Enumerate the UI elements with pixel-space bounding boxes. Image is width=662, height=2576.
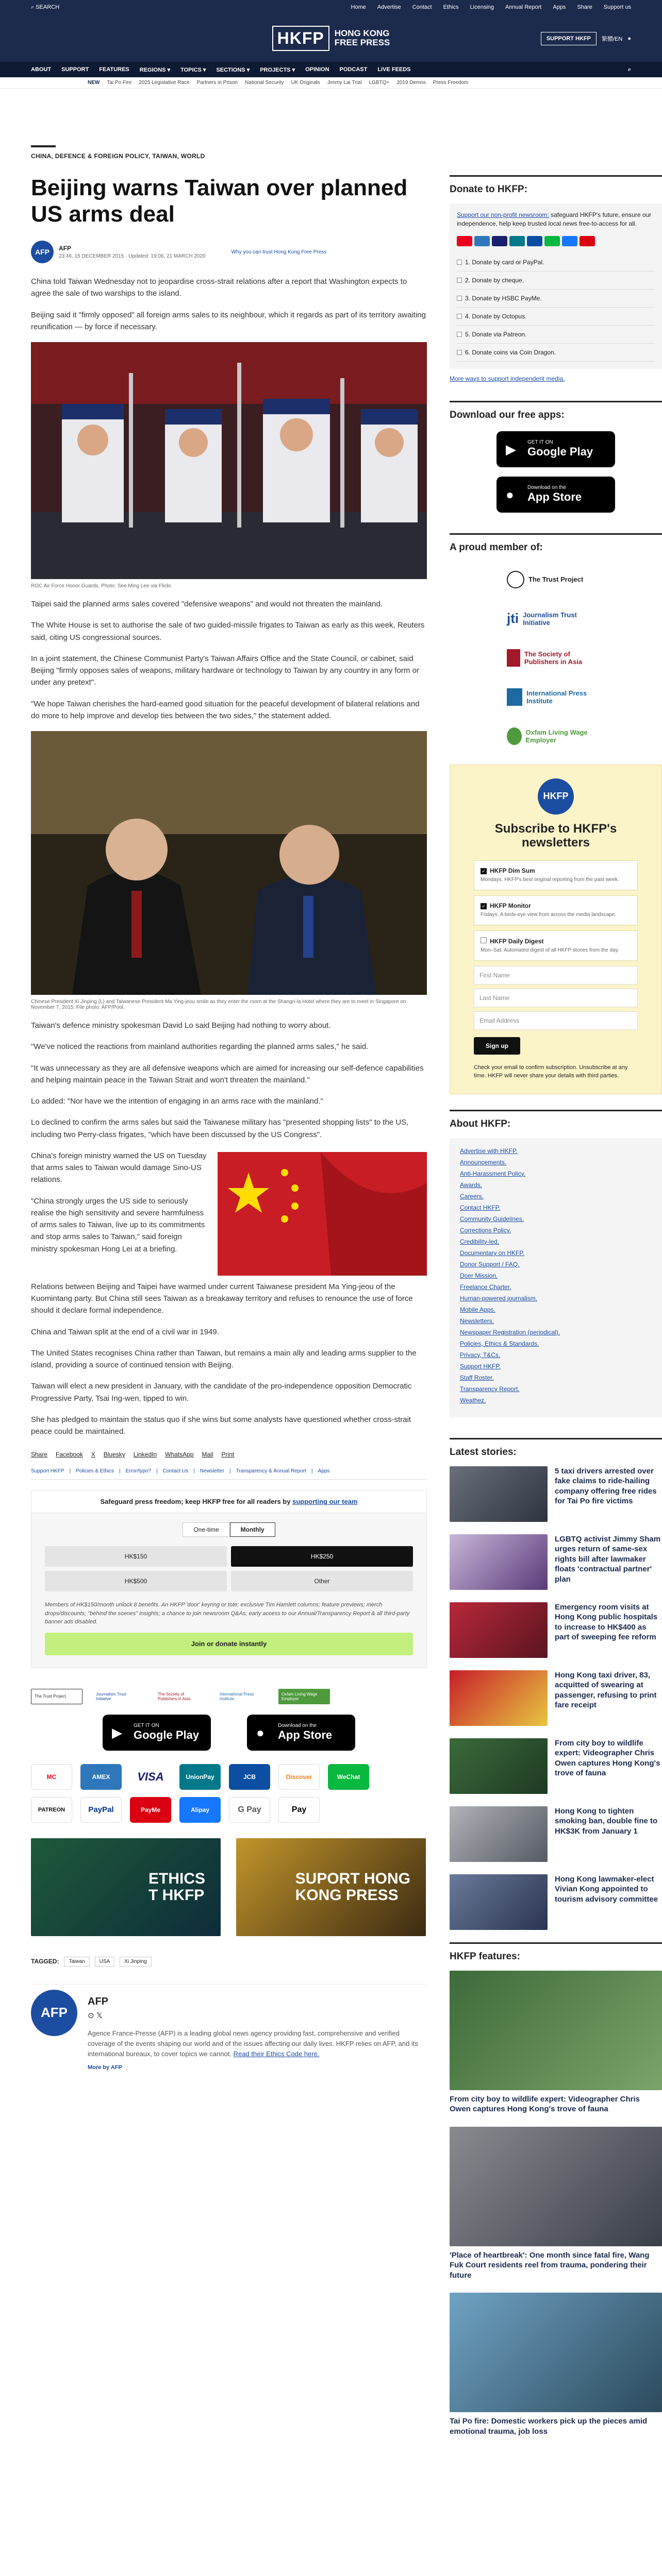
article-categories[interactable]: CHINA, DEFENCE & FOREIGN POLICY, TAIWAN, WORLD (31, 152, 205, 160)
about-link[interactable]: Contact HKFP. (460, 1204, 501, 1211)
ipi-logo[interactable]: International Press Institute (220, 1691, 254, 1701)
support-promo[interactable] (236, 1838, 426, 1936)
paragraph: China told Taiwan Wednesday not to jeopardise cross-strait relations after a report that Washington expects to agree the sale of two warships to the island. (31, 277, 407, 298)
about-link[interactable]: Mobile Apps. (460, 1306, 495, 1313)
nav-about[interactable]: ABOUT (31, 66, 52, 73)
topbar-apps[interactable]: Apps (553, 4, 566, 10)
trending-item[interactable]: UK Originals (291, 80, 320, 86)
visa-icon: VISA (130, 1764, 171, 1790)
story-item[interactable] (450, 1806, 662, 1862)
paragraph: Relations between Beijing and Taipei have warmed under current Taiwanese president Ma Ying-jeou of the Kuomintang party. But China still sees Taiwan as a breakaway territory and refuses to renounce the use of force should it declare formal independence. (31, 1282, 413, 1315)
logo-mark: HKFP (272, 26, 329, 51)
email-field[interactable]: Email Address (474, 1011, 638, 1030)
features-list (450, 1971, 662, 2437)
topbar-share[interactable]: Share (577, 4, 592, 10)
donate-widget (31, 1490, 427, 1668)
app-store-button[interactable] (496, 477, 615, 513)
sidebar-app-buttons (450, 431, 662, 513)
nav-opinion[interactable]: OPINION (305, 66, 329, 73)
foot-link[interactable]: Apps (318, 1468, 330, 1475)
hkfp-logo[interactable] (272, 26, 390, 51)
member-logos-row (31, 1689, 427, 1704)
about-link[interactable]: Documentary on HKFP. (460, 1249, 525, 1257)
paragraph: She has pledged to maintain the status quo if she wins but some analysts have questioned whether cross-strait peace could be maintained. (31, 1415, 411, 1436)
about-link[interactable]: Weathez. (460, 1396, 486, 1404)
freq-one-time[interactable]: One-time (183, 1522, 229, 1537)
foot-link[interactable]: Policies & Ethics (76, 1468, 114, 1475)
about-link[interactable]: Privacy, T&Cs. (460, 1351, 501, 1359)
masthead (0, 14, 662, 62)
nav-regions[interactable]: REGIONS ▾ (139, 66, 171, 73)
divider (31, 145, 56, 147)
apps-title: Download our free apps: (450, 401, 662, 421)
story-item[interactable] (450, 1874, 662, 1930)
author-bio: Agence France-Presse (AFP) is a leading global news agency providing fast, comprehensive and verified coverage of the events shaping our world and of the issues affecting our daily lives. HKFP relies on AFP, and its international bureaux, to cover topics we cannot. (88, 2029, 418, 2058)
share-print[interactable]: Print (221, 1451, 235, 1459)
app-store-button[interactable] (247, 1715, 355, 1751)
donate-option[interactable] (457, 253, 655, 272)
share-facebook[interactable]: Facebook (56, 1451, 83, 1459)
amount-option[interactable]: HK$500 (45, 1571, 227, 1591)
donate-option-label: 1. Donate by card or PayPal. (465, 258, 544, 266)
foot-link[interactable]: Transparency & Annual Report (236, 1468, 307, 1475)
trending-item[interactable]: 2019 Demos (396, 80, 426, 86)
foot-link[interactable]: Support HKFP (31, 1468, 64, 1475)
share-label[interactable]: Share (31, 1451, 48, 1459)
share-whatsapp[interactable]: WhatsApp (165, 1451, 194, 1459)
member-name: The Society of Publishers in Asia (524, 650, 583, 666)
feature-title[interactable]: 'Place of heartbreak': One month since fatal fire, Wang Fuk Court residents reel from trauma, pondering their future (450, 2250, 650, 2280)
member-title: A proud member of: (450, 533, 662, 553)
signup-button[interactable]: Sign up (474, 1037, 520, 1055)
donate-option-label: 6. Donate coins via Coin Dragon. (465, 348, 556, 356)
payme-icon (580, 236, 595, 246)
feature-item[interactable] (450, 2293, 662, 2436)
trust-project-logo[interactable]: The Trust Project (31, 1689, 82, 1704)
newsletter-title: Subscribe to HKFP's newsletters (494, 821, 617, 850)
feature-image[interactable] (450, 1971, 662, 2090)
trending-item[interactable]: Partners in Prison (196, 80, 238, 86)
wechat-icon (544, 236, 560, 246)
author-box-name[interactable]: AFP (88, 1995, 108, 2007)
newsletter-name: HKFP Dim Sum (490, 867, 535, 874)
support-hkfp-button[interactable]: SUPPORT HKFP (541, 32, 597, 45)
trending-item[interactable]: National Security (245, 80, 284, 86)
paragraph: In a joint statement, the Chinese Communist Party's Taiwan Affairs Office and the State Council, or cabinet, said Beijing "firmly opposes sales of weapons, military hardware or technology to Taiwan by any country in any form or under any pretext". (31, 654, 419, 687)
member-name: The Trust Project (528, 575, 584, 584)
feature-title[interactable]: From city boy to wildlife expert: Videographer Chris Owen captures Hong Kong's trove of fauna (450, 2094, 640, 2114)
as-small: Download on the (527, 485, 567, 491)
gp-big: Google Play (134, 1728, 200, 1742)
language-switch[interactable]: 繁體/EN (602, 36, 623, 42)
about-link[interactable]: Newsletters. (460, 1317, 494, 1325)
check-icon: ✓ (481, 868, 487, 874)
card-icons (457, 236, 655, 246)
about-links (450, 1138, 662, 1417)
story-thumbnail[interactable] (450, 1534, 548, 1590)
amount-option[interactable]: HK$150 (45, 1546, 227, 1567)
freq-monthly[interactable]: Monthly (230, 1522, 275, 1537)
feature-title[interactable]: Tai Po fire: Domestic workers pick up the pieces amid emotional trauma, job loss (450, 2417, 648, 2436)
author-box (31, 1984, 427, 2071)
promo-line: T HKFP (148, 1886, 205, 1904)
paragraph: The White House is set to authorise the sale of two guided-missile frigates to Taiwan as early as this week, Reuters said, citing US congressional sources. (31, 621, 425, 642)
oxfam-logo[interactable]: Oxfam Living Wage Employer (278, 1689, 330, 1704)
story-item[interactable] (450, 1466, 662, 1522)
share-linkedin[interactable]: LinkedIn (133, 1451, 157, 1459)
google-play-button[interactable] (103, 1715, 211, 1751)
app-buttons (31, 1715, 427, 1751)
foot-link[interactable]: Error/typo? (125, 1468, 152, 1475)
alipay-icon (562, 236, 577, 246)
paragraph: China's foreign ministry warned the US on Tuesday that arms sales to Taiwan would damage Sino-US relations. (31, 1151, 207, 1184)
paragraph: Taipei said the planned arms sales covered "defensive weapons" and would not threaten the mainland. (31, 600, 383, 609)
ipi-icon (507, 688, 522, 706)
newsletter-name: HKFP Monitor (490, 902, 531, 909)
about-link[interactable]: Advertise with HKFP. (460, 1147, 518, 1155)
checkbox-icon (457, 350, 462, 355)
author-avatar[interactable]: AFP (31, 241, 54, 263)
mastercard-icon (457, 236, 472, 246)
sopa-logo[interactable] (507, 645, 605, 671)
story-thumbnail[interactable] (450, 1874, 548, 1930)
amount-option-selected[interactable]: HK$250 (231, 1546, 413, 1567)
paragraph: "We hope Taiwan cherishes the hard-earned good situation for the peaceful development of bilateral relations and do more to help improve and develop ties between the two sides," the statement added. (31, 699, 420, 720)
newsletter-note: Check your email to confirm subscription. Unsubscribe at any time. HKFP will never share your details with third parties. (474, 1064, 628, 1079)
story-thumbnail[interactable] (450, 1738, 548, 1794)
google-play-icon: ▶ (506, 441, 516, 457)
share-mail[interactable]: Mail (202, 1451, 213, 1459)
paragraph: "We've noticed the reactions from mainland authorities regarding the planned arms sales," he said. (31, 1042, 369, 1052)
story-title[interactable]: Hong Kong taxi driver, 83, acquitted of swearing at passenger, refusing to print fare receipt (555, 1670, 657, 1710)
unionpay-icon (509, 236, 525, 246)
topbar-contact[interactable]: Contact (412, 4, 432, 10)
checkbox-icon (457, 314, 462, 319)
payment-methods (31, 1764, 427, 1790)
topbar-support[interactable]: Support us (603, 4, 631, 10)
amex-icon: AMEX (80, 1764, 122, 1790)
newsletter-option[interactable] (474, 860, 638, 890)
promo-line: KONG PRESS (295, 1886, 399, 1904)
apple-icon: ● (506, 486, 514, 502)
donate-option[interactable] (457, 272, 655, 290)
oxfam-icon (507, 727, 522, 745)
feature-item[interactable] (450, 2127, 662, 2281)
story-thumbnail[interactable] (450, 1466, 548, 1522)
amex-icon (474, 236, 490, 246)
google-pay-icon: G Pay (229, 1797, 270, 1823)
amount-option[interactable]: Other (231, 1571, 413, 1591)
paragraph: Lo declined to confirm the arms sales but said the Taiwanese military has "presented shopping lists" to the US, including two Perry-class frigates, "which have been discussed by the US Congress". (31, 1118, 409, 1139)
paragraph: Taiwan will elect a new president in January, with the candidate of the pro-independence opposition Democratic Progressive Party, Tsai Ing-wen, tipped to win. (31, 1382, 412, 1403)
photo-caption: ROC Air Force Honor Guards. Photo: See Ming Lee via Flickr. (31, 583, 172, 589)
frequency-toggle (31, 1522, 426, 1537)
promo-banners (31, 1838, 427, 1936)
about-link[interactable]: Staff Roster. (460, 1374, 494, 1381)
donate-option-label: 4. Donate by Octopus. (465, 312, 527, 320)
article-footer-links: Support HKFP | Policies & Ethics | Error/typo? | Contact Us | Newsletter | Transparency & Annual Report | Apps (31, 1468, 427, 1480)
sopa-logo[interactable]: The Society of Publishers in Asia (158, 1691, 191, 1701)
gp-big: Google Play (527, 445, 593, 459)
as-big: App Store (278, 1728, 333, 1742)
ipi-logo[interactable] (507, 684, 605, 710)
checkbox-icon (481, 937, 487, 943)
gp-small: GET IT ON (134, 1723, 159, 1729)
about-link[interactable]: Freelance Charter. (460, 1283, 511, 1291)
topbar-licensing[interactable]: Licensing (470, 4, 494, 10)
top-utility-bar (0, 0, 662, 14)
member-name: Oxfam Living Wage Employer (525, 728, 588, 744)
photo-caption: Chinese President Xi Jinping (L) and Taiwanese President Ma Ying-jeou smile as they enter the room at the Shangri-la Hotel where they are to meet in Singapore on November 7, 2015. File photo: AFP/Pool. (31, 999, 406, 1011)
trust-project-icon (507, 571, 524, 588)
author-name[interactable]: AFP (59, 245, 71, 252)
newsletter-option[interactable] (474, 930, 638, 961)
checkbox-icon (457, 278, 462, 283)
tag-usa[interactable]: USA (95, 1957, 115, 1967)
paragraph: The United States recognises China rather than Taiwan, but remains a main ally and leading arms supplier to the island, providing a source of continued tension with Beijing. (31, 1348, 417, 1370)
trending-item[interactable]: Tai Po Fire (107, 80, 132, 86)
author-avatar-large[interactable]: AFP (31, 1990, 77, 2036)
hkfp-badge: HKFP (538, 778, 574, 815)
nav-sections[interactable]: SECTIONS ▾ (216, 66, 250, 73)
nav-features[interactable]: FEATURES (99, 66, 129, 73)
article-body (31, 276, 427, 1437)
about-link[interactable]: Corrections Policy. (460, 1226, 511, 1234)
last-name-field[interactable]: Last Name (474, 989, 638, 1007)
xi-ma-photo (31, 731, 427, 995)
member-logos (450, 567, 662, 749)
search-label[interactable]: SEARCH (36, 4, 60, 10)
latest-title: Latest stories: (450, 1438, 662, 1458)
paragraph: China and Taiwan split at the end of a civil war in 1949. (31, 1327, 219, 1336)
feature-item[interactable] (450, 1971, 662, 2114)
about-link[interactable]: Announcements. (460, 1158, 507, 1166)
china-flag-photo (218, 1152, 427, 1276)
amount-options (31, 1546, 426, 1591)
paypal-icon: PayPal (80, 1797, 122, 1823)
story-thumbnail[interactable] (450, 1806, 548, 1862)
article-photo-2 (31, 731, 427, 1010)
paragraph: Beijing said it "firmly opposed" all foreign arms sales to its neighbour, which it regards as part of its territory awaiting reunification — by force if necessary. (31, 310, 426, 331)
donate-option[interactable] (457, 344, 655, 362)
jti-logo[interactable]: Journalism Trust Initiative (96, 1691, 126, 1701)
donate-header-text: Safeguard press freedom; keep HKFP free for all readers by (100, 1498, 293, 1506)
about-link[interactable]: Credibility-led. (460, 1238, 500, 1245)
about-link[interactable]: Anti-Harassment Policy. (460, 1170, 526, 1177)
newsletter-desc: Mondays. HKFP's best original reporting from the past week. (481, 876, 619, 883)
story-item[interactable] (450, 1602, 662, 1658)
nav-podcast[interactable]: PODCAST (339, 66, 368, 73)
as-small: Download on the (278, 1723, 317, 1729)
share-bluesky[interactable]: Bluesky (103, 1451, 125, 1459)
donate-text: safeguard HKFP's future, ensure our independence, help keep trusted local news free-to-access for all. (457, 211, 652, 228)
features-title: HKFP features: (450, 1942, 662, 1962)
topbar-ethics[interactable]: Ethics (443, 4, 459, 10)
nav-topics[interactable]: TOPICS ▾ (180, 66, 206, 73)
more-by-author[interactable]: More by AFP (88, 2064, 122, 2071)
google-play-icon: ▶ (112, 1724, 122, 1740)
checkbox-icon (457, 260, 462, 265)
paragraph: "It was unnecessary as they are all defensive weapons which are aimed for increasing our self-defence capabilities and helping maintain peace in the Taiwan Strait and won't threaten the mainland." (31, 1063, 424, 1084)
social-icons[interactable]: ⊙ 𝕏 (88, 2011, 103, 2020)
ethics-code-link[interactable]: Read their Ethics Code here. (233, 2050, 320, 2058)
share-bar (31, 1451, 427, 1458)
checkbox-icon (457, 296, 462, 301)
trust-project-logo[interactable] (507, 567, 605, 592)
donate-option[interactable] (457, 290, 655, 308)
about-link[interactable]: Community Guidelines. (460, 1215, 524, 1223)
feature-image[interactable] (450, 2293, 662, 2412)
newsletter-signup (450, 765, 662, 1094)
patreon-icon: PATREON (31, 1797, 72, 1823)
search-icon[interactable]: ⌕ SEARCH (31, 4, 60, 10)
newsletter-desc: Mon–Sat. Automated digest of all HKFP stories from the day. (481, 947, 619, 953)
member-name: International Press Institute (526, 689, 587, 705)
first-name-field[interactable]: First Name (474, 966, 638, 985)
promo-line: ETHICS (148, 1870, 205, 1888)
about-link[interactable]: Careers. (460, 1192, 484, 1200)
jcb-icon (527, 236, 542, 246)
visa-icon (492, 236, 507, 246)
tags-row (31, 1957, 427, 1967)
story-thumbnail[interactable] (450, 1602, 548, 1658)
join-donate-button[interactable]: Join or donate instantly (45, 1633, 413, 1655)
tagged-label: TAGGED: (31, 1958, 59, 1965)
trending-bar (0, 77, 662, 89)
story-item[interactable] (450, 1670, 662, 1726)
donate-option-label: 5. Donate via Patreon. (465, 330, 527, 338)
about-link[interactable]: Awards. (460, 1181, 483, 1189)
apple-pay-icon: Pay (278, 1797, 320, 1823)
unionpay-icon: UnionPay (179, 1764, 221, 1790)
newsletter-name: HKFP Daily Digest (490, 937, 544, 945)
ethics-promo[interactable] (31, 1838, 221, 1936)
main-nav (0, 62, 662, 77)
jti-icon: jti (507, 611, 519, 626)
story-title[interactable]: Emergency room visits at Hong Kong public hospitals to increase to HK$400 as part of sweeping fee reform (555, 1602, 658, 1642)
apple-icon: ● (256, 1724, 264, 1740)
as-big: App Store (527, 490, 582, 504)
member-benefits: Members of HK$150/month unlock 8 benefits. An HKFP 'door' keyring or tote; exclusive Tim Hamlett columns; feature previews; merch drops/discounts; "behind the scenes" insights; a chance to join newsroom Q&As; early access to our Annual/Transparency Report & all third-party banner ads disabled. (45, 1602, 410, 1625)
jti-logo[interactable] (507, 606, 605, 632)
publish-date: 23:46, 15 DECEMBER 2015 · Updated: 19:06, 21 MARCH 2020 (59, 253, 206, 260)
about-link[interactable]: Donor Support / FAQ. (460, 1260, 520, 1268)
logo-line-1: HONG KONG (334, 28, 390, 39)
story-item[interactable] (450, 1738, 662, 1794)
feature-image[interactable] (450, 2127, 662, 2246)
about-link[interactable]: Policies, Ethics & Standards. (460, 1340, 539, 1347)
story-thumbnail[interactable] (450, 1670, 548, 1726)
discover-icon: Discover (278, 1764, 320, 1790)
mastercard-icon: MC (31, 1764, 72, 1790)
payme-icon: PayMe (130, 1797, 171, 1823)
topbar-advertise[interactable]: Advertise (377, 4, 401, 10)
newsletter-option[interactable] (474, 895, 638, 925)
trending-item[interactable]: 2025 Legislative Race (139, 80, 190, 86)
story-title[interactable]: From city boy to wildlife expert: Videographer Chris Owen captures Hong Kong's trove of fauna (555, 1738, 660, 1778)
tag-taiwan[interactable]: Taiwan (64, 1957, 89, 1967)
checkbox-icon (457, 332, 462, 337)
trust-link[interactable]: Why you can trust Hong Kong Free Press (231, 249, 327, 255)
user-icon[interactable]: ● (627, 36, 631, 42)
topbar-home[interactable]: Home (351, 4, 366, 10)
article-photo-1 (31, 342, 427, 589)
member-name: Journalism Trust Initiative (523, 611, 577, 626)
google-play-button[interactable] (496, 431, 615, 467)
payment-methods-2 (31, 1797, 427, 1823)
paragraph: "China strongly urges the US side to seriously realise the high sensitivity and severe harmfulness of arms sales to Taiwan, live up to its commitments and stop arms sales to Taiwan," said foreign ministry spokesman Hong Lei at a briefing. (31, 1196, 205, 1253)
alipay-icon: Alipay (179, 1797, 221, 1823)
foot-link[interactable]: Newsletter (200, 1468, 225, 1475)
more-ways-link[interactable]: More ways to support independent media. (450, 375, 565, 382)
article-title: Beijing warns Taiwan over planned US arms deal (31, 175, 408, 227)
nav-support[interactable]: SUPPORT (61, 66, 89, 73)
donate-option[interactable] (457, 326, 655, 344)
sopa-icon (507, 649, 520, 667)
paragraph: Taiwan's defence ministry spokesman David Lo said Beijing had nothing to worry about. (31, 1021, 331, 1030)
about-title: About HKFP: (450, 1110, 662, 1130)
oxfam-logo[interactable] (507, 723, 605, 749)
story-title[interactable]: 5 taxi drivers arrested over fake claims to ride-hailing company offering free rides for Tai Po fire victims (555, 1466, 657, 1506)
about-link[interactable]: Newspaper Registration (periodical). (460, 1328, 560, 1336)
nonprofit-link[interactable]: Support our non-profit newsroom: (457, 211, 549, 218)
foot-link[interactable]: Contact Us (162, 1468, 189, 1475)
story-title[interactable]: Hong Kong to tighten smoking ban, double fine to HK$3K from January 1 (555, 1806, 658, 1836)
donate-option[interactable] (457, 308, 655, 326)
trending-item[interactable]: Jimmy Lai Trial (327, 80, 362, 86)
about-link[interactable]: Transparency Report. (460, 1385, 520, 1393)
donate-title: Donate to HKFP: (450, 175, 662, 195)
donate-option-label: 2. Donate by cheque. (465, 276, 524, 284)
trending-item[interactable]: LGBTQ+ (369, 80, 390, 86)
about-link[interactable]: Human-powered journalism. (460, 1294, 538, 1302)
byline (31, 241, 427, 263)
trending-item[interactable]: Press Freedom (433, 80, 469, 86)
gp-small: GET IT ON (527, 439, 553, 446)
donate-sidebox (450, 204, 662, 369)
newsletter-desc: Fridays. A birds-eye view from across the media landscape. (481, 911, 617, 918)
topbar-annual-report[interactable]: Annual Report (505, 4, 542, 10)
latest-stories (450, 1466, 662, 1930)
sidebar (450, 145, 662, 2449)
story-title[interactable]: LGBTQ activist Jimmy Sham urges return of same-sex rights bill after lawmaker floats 'contractual partner' plan (555, 1534, 661, 1584)
share-x[interactable]: X (91, 1451, 95, 1459)
paragraph: Lo added: "Nor have we the intention of engaging in an arms race with the mainland." (31, 1097, 323, 1106)
logo-line-2: FREE PRESS (334, 38, 390, 47)
menu-search-icon[interactable]: ⌕ (627, 66, 631, 73)
article-column (31, 145, 427, 2449)
trending-label: NEW (88, 80, 100, 86)
honor-guard-photo (31, 342, 427, 579)
jcb-icon: JCB (229, 1764, 270, 1790)
nav-live-feeds[interactable]: LIVE FEEDS (377, 66, 411, 73)
promo-line: SUPORT HONG (295, 1870, 410, 1888)
tag-xi-jinping[interactable]: Xi Jinping (120, 1957, 151, 1967)
donate-header-link[interactable]: supporting our team (292, 1498, 358, 1506)
about-link[interactable]: Doer Mission. (460, 1272, 498, 1279)
check-icon: ✓ (481, 903, 487, 909)
about-link[interactable]: Support HKFP. (460, 1362, 501, 1370)
wechat-icon: WeChat (328, 1764, 369, 1790)
story-item[interactable] (450, 1534, 662, 1590)
nav-projects[interactable]: PROJECTS ▾ (260, 66, 295, 73)
story-title[interactable]: Hong Kong lawmaker-elect Vivian Kong appointed to tourism advisory committee (555, 1874, 658, 1904)
donate-option-label: 3. Donate by HSBC PayMe. (465, 294, 542, 302)
